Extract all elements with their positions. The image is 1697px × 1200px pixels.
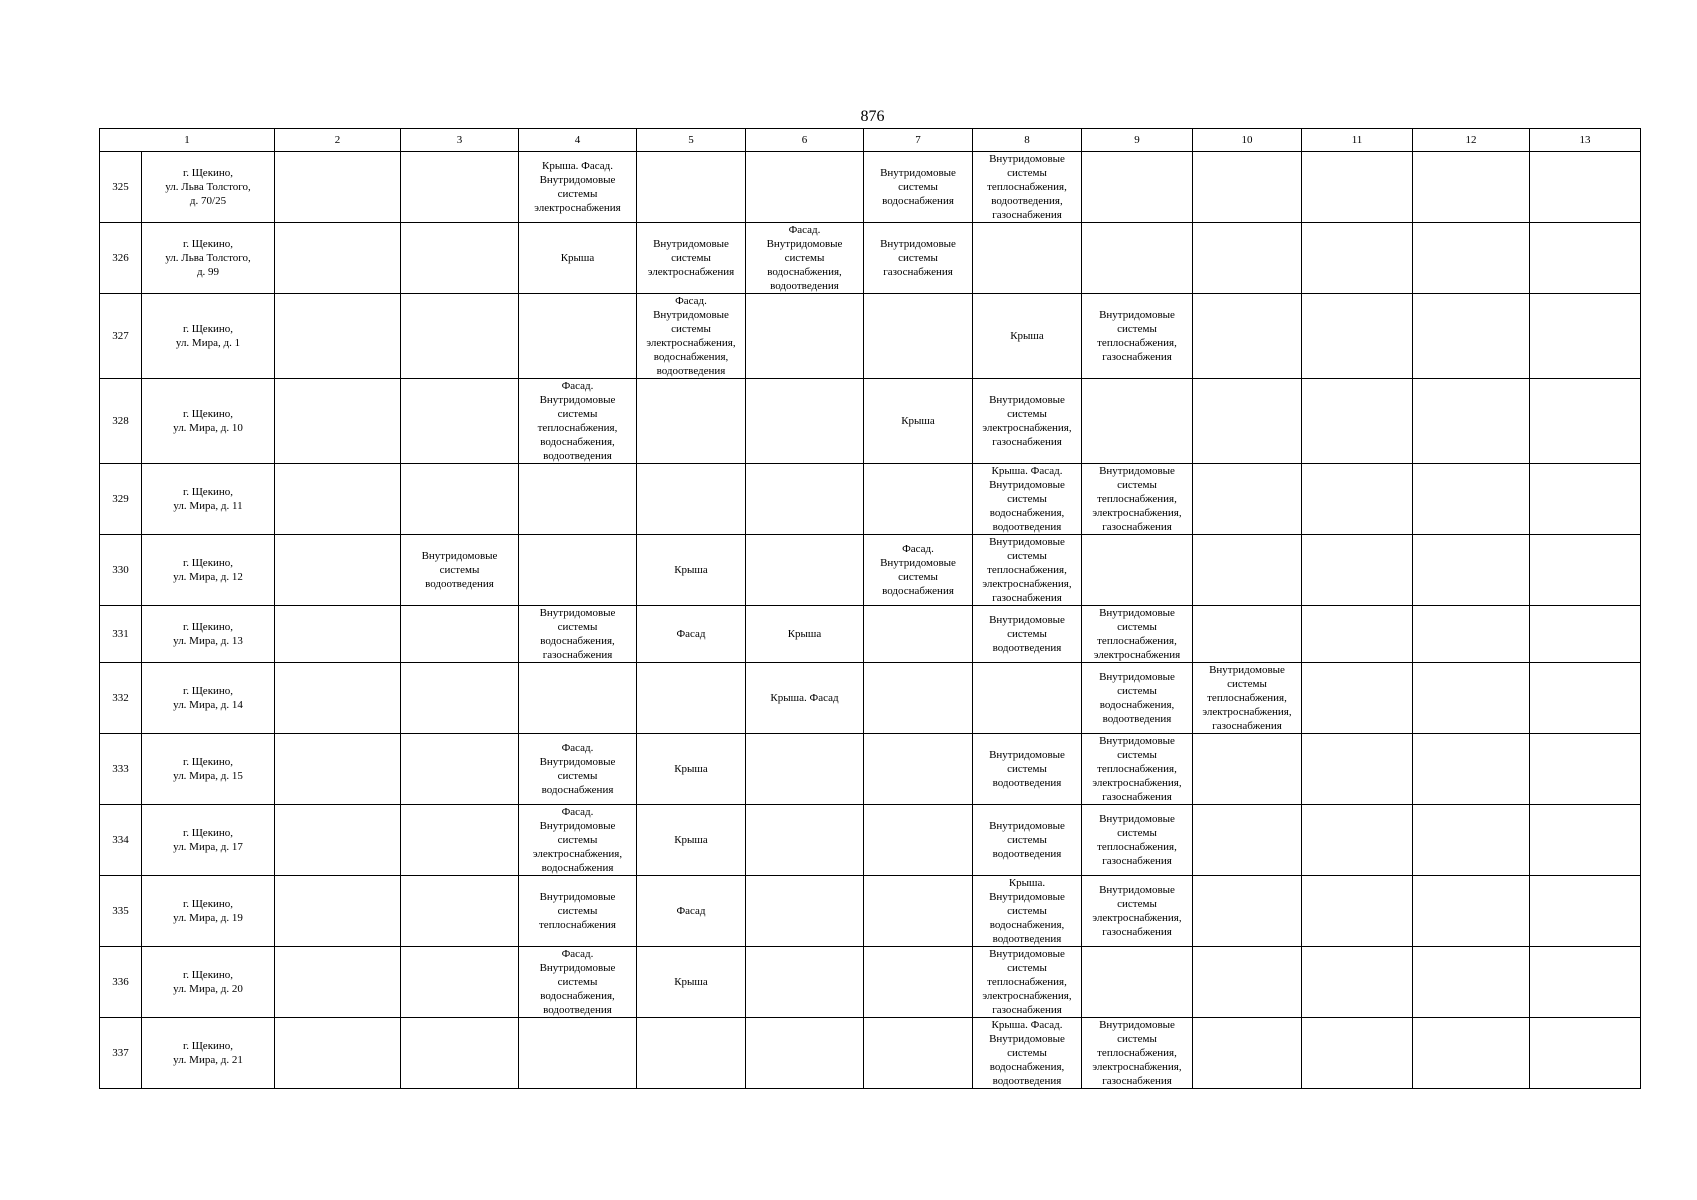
work-cell-col-5 (637, 379, 746, 464)
work-cell-col-9: Внутридомовые системы теплоснабжения, электроснабжения (1082, 606, 1193, 663)
table-row (100, 876, 1641, 947)
work-cell-col-12 (1413, 947, 1530, 1018)
address-cell: г. Щекино, ул. Мира, д. 13 (142, 606, 275, 663)
table-row (100, 1018, 1641, 1089)
row-number: 330 (100, 535, 142, 606)
work-cell-col-11 (1302, 223, 1413, 294)
address-cell: г. Щекино, ул. Мира, д. 12 (142, 535, 275, 606)
page-number: 876 (860, 108, 885, 125)
work-cell-col-11 (1302, 464, 1413, 535)
work-cell-col-2 (275, 734, 401, 805)
work-cell-col-4 (519, 294, 637, 379)
work-cell-col-7: Внутридомовые системы газоснабжения (864, 223, 973, 294)
work-cell-col-10 (1193, 805, 1302, 876)
work-cell-col-10 (1193, 947, 1302, 1018)
work-cell-col-11 (1302, 663, 1413, 734)
column-header-7: 7 (864, 129, 973, 152)
row-number: 336 (100, 947, 142, 1018)
work-cell-col-4: Крыша (519, 223, 637, 294)
address-cell: г. Щекино, ул. Мира, д. 1 (142, 294, 275, 379)
work-cell-col-12 (1413, 606, 1530, 663)
work-cell-col-4: Фасад. Внутридомовые системы теплоснабжения, водоснабжения, водоотведения (519, 379, 637, 464)
work-cell-col-9 (1082, 152, 1193, 223)
header-row (100, 129, 1641, 152)
work-cell-col-10 (1193, 535, 1302, 606)
column-header-8: 8 (973, 129, 1082, 152)
work-cell-col-5 (637, 152, 746, 223)
work-cell-col-5: Фасад (637, 876, 746, 947)
work-cell-col-2 (275, 1018, 401, 1089)
work-cell-col-6 (746, 294, 864, 379)
work-cell-col-6 (746, 464, 864, 535)
work-cell-col-10 (1193, 876, 1302, 947)
address-cell: г. Щекино, ул. Мира, д. 11 (142, 464, 275, 535)
work-cell-col-10 (1193, 152, 1302, 223)
table-row (100, 606, 1641, 663)
work-cell-col-6: Фасад. Внутридомовые системы водоснабжения, водоотведения (746, 223, 864, 294)
work-cell-col-9: Внутридомовые системы теплоснабжения, электроснабжения, газоснабжения (1082, 1018, 1193, 1089)
work-cell-col-12 (1413, 734, 1530, 805)
address-cell: г. Щекино, ул. Мира, д. 10 (142, 379, 275, 464)
work-cell-col-10 (1193, 294, 1302, 379)
work-cell-col-8: Внутридомовые системы теплоснабжения, электроснабжения, газоснабжения (973, 947, 1082, 1018)
column-header-12: 12 (1413, 129, 1530, 152)
work-cell-col-12 (1413, 152, 1530, 223)
work-cell-col-11 (1302, 947, 1413, 1018)
work-cell-col-9: Внутридомовые системы теплоснабжения, газоснабжения (1082, 805, 1193, 876)
address-cell: г. Щекино, ул. Мира, д. 14 (142, 663, 275, 734)
work-cell-col-12 (1413, 1018, 1530, 1089)
table-row (100, 152, 1641, 223)
table-row (100, 947, 1641, 1018)
work-cell-col-5: Внутридомовые системы электроснабжения (637, 223, 746, 294)
work-cell-col-3 (401, 379, 519, 464)
work-cell-col-5: Фасад (637, 606, 746, 663)
work-cell-col-6 (746, 152, 864, 223)
work-cell-col-12 (1413, 876, 1530, 947)
work-cell-col-8: Крыша. Фасад. Внутридомовые системы водоснабжения, водоотведения (973, 464, 1082, 535)
work-cell-col-10 (1193, 1018, 1302, 1089)
work-cell-col-5 (637, 464, 746, 535)
work-cell-col-2 (275, 876, 401, 947)
column-header-4: 4 (519, 129, 637, 152)
work-cell-col-3: Внутридомовые системы водоотведения (401, 535, 519, 606)
work-cell-col-10 (1193, 223, 1302, 294)
work-cell-col-5: Крыша (637, 734, 746, 805)
row-number: 337 (100, 1018, 142, 1089)
row-number: 333 (100, 734, 142, 805)
column-header-2: 2 (275, 129, 401, 152)
work-cell-col-7 (864, 464, 973, 535)
work-cell-col-7 (864, 876, 973, 947)
work-cell-col-13 (1530, 535, 1641, 606)
row-number: 329 (100, 464, 142, 535)
work-cell-col-7 (864, 663, 973, 734)
work-cell-col-8: Внутридомовые системы теплоснабжения, водоотведения, газоснабжения (973, 152, 1082, 223)
work-cell-col-3 (401, 464, 519, 535)
work-cell-col-13 (1530, 379, 1641, 464)
work-cell-col-6 (746, 379, 864, 464)
work-cell-col-11 (1302, 294, 1413, 379)
work-cell-col-4: Фасад. Внутридомовые системы водоснабжения, водоотведения (519, 947, 637, 1018)
table-row (100, 294, 1641, 379)
work-cell-col-6 (746, 876, 864, 947)
work-cell-col-4 (519, 535, 637, 606)
work-cell-col-8: Крыша. Фасад. Внутридомовые системы водоснабжения, водоотведения (973, 1018, 1082, 1089)
address-cell: г. Щекино, ул. Мира, д. 20 (142, 947, 275, 1018)
work-cell-col-12 (1413, 223, 1530, 294)
work-cell-col-5: Крыша (637, 535, 746, 606)
work-cell-col-2 (275, 947, 401, 1018)
table-row (100, 805, 1641, 876)
work-cell-col-6: Крыша (746, 606, 864, 663)
work-cell-col-11 (1302, 734, 1413, 805)
table-row (100, 464, 1641, 535)
work-cell-col-13 (1530, 663, 1641, 734)
work-cell-col-2 (275, 606, 401, 663)
work-cell-col-6 (746, 947, 864, 1018)
work-cell-col-3 (401, 223, 519, 294)
work-cell-col-5 (637, 663, 746, 734)
row-number: 334 (100, 805, 142, 876)
work-cell-col-10 (1193, 606, 1302, 663)
work-cell-col-8: Внутридомовые системы теплоснабжения, электроснабжения, газоснабжения (973, 535, 1082, 606)
work-cell-col-11 (1302, 876, 1413, 947)
work-cell-col-4 (519, 1018, 637, 1089)
column-header-3: 3 (401, 129, 519, 152)
column-header-5: 5 (637, 129, 746, 152)
table-row (100, 223, 1641, 294)
work-cell-col-6: Крыша. Фасад (746, 663, 864, 734)
row-number: 327 (100, 294, 142, 379)
column-header-11: 11 (1302, 129, 1413, 152)
work-cell-col-6 (746, 734, 864, 805)
work-cell-col-11 (1302, 1018, 1413, 1089)
work-cell-col-13 (1530, 606, 1641, 663)
work-cell-col-4: Внутридомовые системы водоснабжения, газоснабжения (519, 606, 637, 663)
address-cell: г. Щекино, ул. Льва Толстого, д. 70/25 (142, 152, 275, 223)
row-number: 332 (100, 663, 142, 734)
work-cell-col-4: Внутридомовые системы теплоснабжения (519, 876, 637, 947)
table-header (100, 129, 1641, 152)
work-cell-col-4: Фасад. Внутридомовые системы водоснабжения (519, 734, 637, 805)
work-cell-col-7: Фасад. Внутридомовые системы водоснабжения (864, 535, 973, 606)
repair-schedule-table (99, 128, 1641, 1089)
row-number: 331 (100, 606, 142, 663)
work-cell-col-9: Внутридомовые системы теплоснабжения, газоснабжения (1082, 294, 1193, 379)
work-cell-col-9: Внутридомовые системы теплоснабжения, электроснабжения, газоснабжения (1082, 734, 1193, 805)
work-cell-col-9: Внутридомовые системы электроснабжения, газоснабжения (1082, 876, 1193, 947)
work-cell-col-7 (864, 294, 973, 379)
work-cell-col-13 (1530, 223, 1641, 294)
column-header-9: 9 (1082, 129, 1193, 152)
column-header-1: 1 (100, 129, 275, 152)
work-cell-col-9: Внутридомовые системы теплоснабжения, электроснабжения, газоснабжения (1082, 464, 1193, 535)
work-cell-col-9 (1082, 535, 1193, 606)
work-cell-col-8: Внутридомовые системы водоотведения (973, 734, 1082, 805)
work-cell-col-9 (1082, 947, 1193, 1018)
work-cell-col-3 (401, 805, 519, 876)
work-cell-col-2 (275, 379, 401, 464)
work-cell-col-5 (637, 1018, 746, 1089)
work-cell-col-7 (864, 947, 973, 1018)
work-cell-col-9 (1082, 223, 1193, 294)
work-cell-col-12 (1413, 805, 1530, 876)
table-body (100, 152, 1641, 1089)
table-row (100, 734, 1641, 805)
table-row (100, 535, 1641, 606)
work-cell-col-11 (1302, 152, 1413, 223)
work-cell-col-3 (401, 663, 519, 734)
work-cell-col-12 (1413, 663, 1530, 734)
work-cell-col-4 (519, 663, 637, 734)
work-cell-col-13 (1530, 734, 1641, 805)
row-number: 326 (100, 223, 142, 294)
work-cell-col-4: Крыша. Фасад. Внутридомовые системы электроснабжения (519, 152, 637, 223)
work-cell-col-7 (864, 1018, 973, 1089)
work-cell-col-12 (1413, 464, 1530, 535)
work-cell-col-11 (1302, 805, 1413, 876)
work-cell-col-10 (1193, 734, 1302, 805)
work-cell-col-10 (1193, 464, 1302, 535)
work-cell-col-13 (1530, 1018, 1641, 1089)
work-cell-col-2 (275, 223, 401, 294)
work-cell-col-13 (1530, 152, 1641, 223)
work-cell-col-10 (1193, 379, 1302, 464)
work-cell-col-7 (864, 606, 973, 663)
work-cell-col-10: Внутридомовые системы теплоснабжения, электроснабжения, газоснабжения (1193, 663, 1302, 734)
work-cell-col-8 (973, 663, 1082, 734)
work-cell-col-2 (275, 294, 401, 379)
work-cell-col-13 (1530, 464, 1641, 535)
work-cell-col-8: Крыша. Внутридомовые системы водоснабжения, водоотведения (973, 876, 1082, 947)
work-cell-col-6 (746, 805, 864, 876)
work-cell-col-7 (864, 734, 973, 805)
work-cell-col-3 (401, 294, 519, 379)
work-cell-col-13 (1530, 876, 1641, 947)
work-cell-col-8 (973, 223, 1082, 294)
address-cell: г. Щекино, ул. Мира, д. 21 (142, 1018, 275, 1089)
work-cell-col-5: Крыша (637, 947, 746, 1018)
work-cell-col-3 (401, 947, 519, 1018)
work-cell-col-6 (746, 535, 864, 606)
row-number: 328 (100, 379, 142, 464)
work-cell-col-2 (275, 464, 401, 535)
work-cell-col-8: Крыша (973, 294, 1082, 379)
work-cell-col-8: Внутридомовые системы водоотведения (973, 805, 1082, 876)
work-cell-col-2 (275, 152, 401, 223)
work-cell-col-13 (1530, 805, 1641, 876)
work-cell-col-12 (1413, 535, 1530, 606)
work-cell-col-8: Внутридомовые системы водоотведения (973, 606, 1082, 663)
work-cell-col-13 (1530, 294, 1641, 379)
work-cell-col-8: Внутридомовые системы электроснабжения, газоснабжения (973, 379, 1082, 464)
work-cell-col-3 (401, 876, 519, 947)
table-row (100, 379, 1641, 464)
work-cell-col-11 (1302, 379, 1413, 464)
table-row (100, 663, 1641, 734)
column-header-6: 6 (746, 129, 864, 152)
row-number: 325 (100, 152, 142, 223)
row-number: 335 (100, 876, 142, 947)
work-cell-col-3 (401, 734, 519, 805)
work-cell-col-9: Внутридомовые системы водоснабжения, водоотведения (1082, 663, 1193, 734)
work-cell-col-3 (401, 152, 519, 223)
work-cell-col-2 (275, 535, 401, 606)
work-cell-col-5: Фасад. Внутридомовые системы электроснабжения, водоснабжения, водоотведения (637, 294, 746, 379)
work-cell-col-4 (519, 464, 637, 535)
column-header-10: 10 (1193, 129, 1302, 152)
address-cell: г. Щекино, ул. Мира, д. 19 (142, 876, 275, 947)
work-cell-col-4: Фасад. Внутридомовые системы электроснабжения, водоснабжения (519, 805, 637, 876)
work-cell-col-3 (401, 606, 519, 663)
address-cell: г. Щекино, ул. Льва Толстого, д. 99 (142, 223, 275, 294)
work-cell-col-12 (1413, 294, 1530, 379)
work-cell-col-13 (1530, 947, 1641, 1018)
work-cell-col-9 (1082, 379, 1193, 464)
work-cell-col-11 (1302, 606, 1413, 663)
column-header-13: 13 (1530, 129, 1641, 152)
address-cell: г. Щекино, ул. Мира, д. 17 (142, 805, 275, 876)
work-cell-col-7 (864, 805, 973, 876)
work-cell-col-6 (746, 1018, 864, 1089)
work-cell-col-5: Крыша (637, 805, 746, 876)
work-cell-col-11 (1302, 535, 1413, 606)
address-cell: г. Щекино, ул. Мира, д. 15 (142, 734, 275, 805)
work-cell-col-2 (275, 805, 401, 876)
work-cell-col-7: Внутридомовые системы водоснабжения (864, 152, 973, 223)
work-cell-col-2 (275, 663, 401, 734)
work-cell-col-7: Крыша (864, 379, 973, 464)
work-cell-col-12 (1413, 379, 1530, 464)
work-cell-col-3 (401, 1018, 519, 1089)
